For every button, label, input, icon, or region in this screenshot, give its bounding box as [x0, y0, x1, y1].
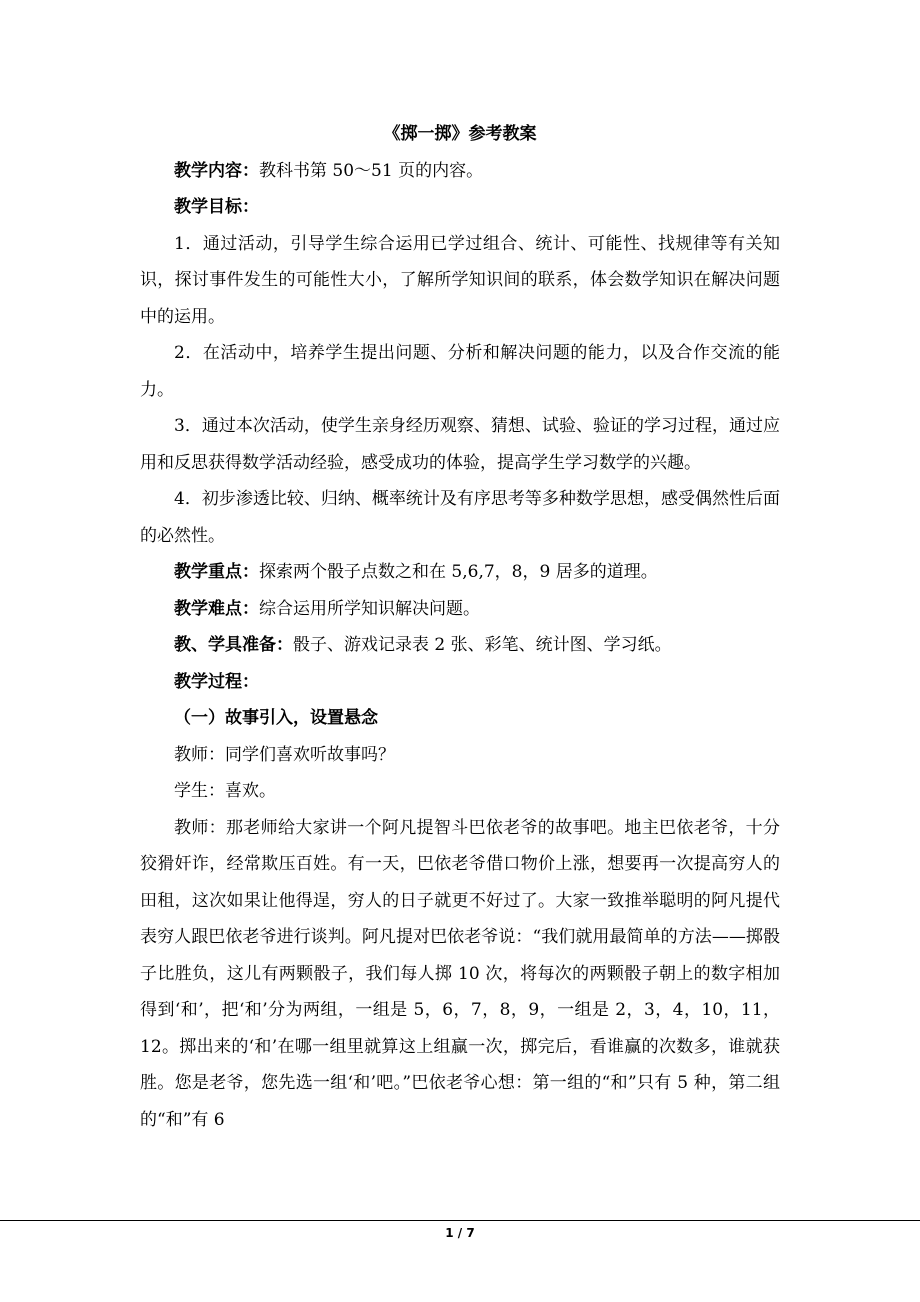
page-number: 1 / 7: [445, 1226, 475, 1240]
key-point-label: 教学重点：: [174, 562, 259, 582]
materials: [140, 627, 780, 664]
goal-item: 3．通过本次活动，使学生亲身经历观察、猜想、试验、验证的学习过程，通过应用和反思获得数学活动经验，感受成功的体验，提高学生学习数学的兴趣。: [140, 416, 780, 473]
key-point-text: 探索两个骰子点数之和在 5,6,7，8，9 居多的道理。: [259, 562, 658, 582]
teaching-content-label: 教学内容：: [174, 160, 259, 181]
difficulty-label: 教学难点：: [174, 598, 259, 619]
teaching-content-text: 教科书第 50～51 页的内容。: [259, 160, 484, 181]
materials-label: 教、学具准备：: [174, 635, 293, 655]
teaching-goals-label: 教学目标：: [174, 197, 259, 217]
key-point: [140, 554, 780, 591]
process-label: 教学过程：: [174, 671, 259, 692]
page-content: [140, 116, 780, 1138]
materials-text: 骰子、游戏记录表 2 张、彩笔、统计图、学习纸。: [293, 635, 672, 655]
document-title: 《掷一掷》参考教案: [383, 124, 537, 144]
goal-item: 2．在活动中，培养学生提出问题、分析和解决问题的能力，以及合作交流的能力。: [140, 343, 780, 400]
dialogue-line: 教师：同学们喜欢听故事吗？: [174, 744, 395, 765]
difficulty: [140, 591, 780, 628]
section-heading: （一）故事引入，设置悬念: [174, 708, 378, 728]
footer-divider: [0, 1220, 920, 1221]
dialogue-line: 教师：那老师给大家讲一个阿凡提智斗巴依老爷的故事吧。地主巴依老爷，十分狡猾奸诈，经常欺压百姓。有一天，巴依老爷借口物价上涨，想要再一次提高穷人的田租，这次如果让他得逞，穷人的日子就更不好过了。大家一致推举聪明的阿凡提代表穷人跟巴依老爷进行谈判。阿凡提对巴依老爷说：“我们就用最简单的方法——掷骰子比胜负，这儿有两颗骰子，我们每人掷 10 次，将每次的两颗骰子朝上的数字相加得到‘和’，把‘和’分为两组，一组是 5，6，7，8，9，一组是 2，3，4，10，11，12。掷出来的‘和’在哪一组里就算这上组赢一次，掷完后，看谁赢的次数多，谁就获胜。您是老爷，您先选一组‘和’吧。”巴依老爷心想：第一组的“和”只有 5 种，第二组的“和”有 6: [140, 817, 780, 1130]
teaching-goals-heading: [140, 189, 780, 226]
dialogue-line: 学生：喜欢。: [174, 781, 276, 801]
goal-item: 4．初步渗透比较、归纳、概率统计及有序思考等多种数学思想，感受偶然性后面的必然性。: [140, 489, 780, 546]
process-heading: [140, 664, 780, 701]
difficulty-text: 综合运用所学知识解决问题。: [259, 598, 480, 619]
goal-item: 1．通过活动，引导学生综合运用已学过组合、统计、可能性、找规律等有关知识，探讨事件发生的可能性大小，了解所学知识间的联系，体会数学知识在解决问题中的运用。: [140, 233, 780, 327]
teaching-content: [140, 153, 780, 190]
